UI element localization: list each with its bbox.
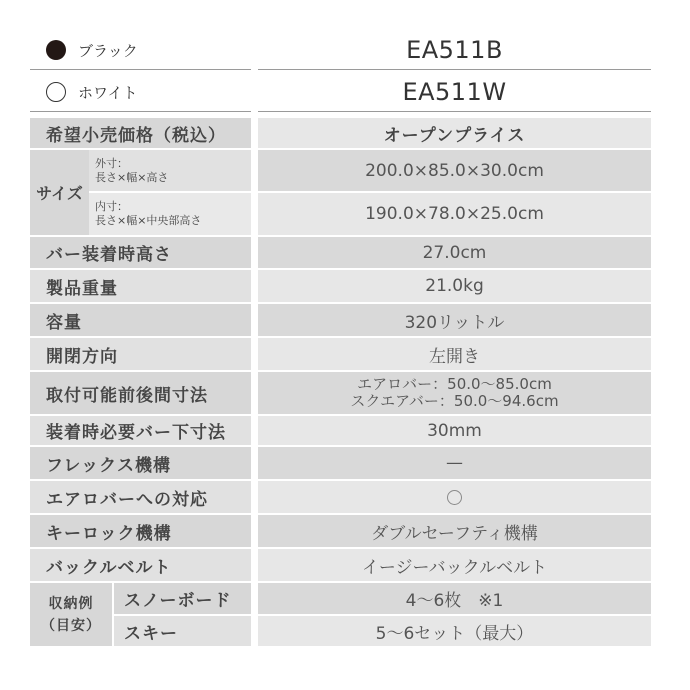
required-bar-value: 30mm [258, 416, 651, 445]
variant-white-row [30, 73, 251, 112]
black-color-swatch [46, 40, 66, 60]
key-lock-label: キーロック機構 [30, 515, 251, 547]
storage-label [30, 583, 112, 646]
size-inner-value: 190.0×78.0×25.0cm [258, 193, 651, 235]
size-outer-label-line1: 外寸： [95, 156, 128, 170]
size-inner-label [89, 193, 251, 235]
supported-circle-icon [447, 490, 462, 505]
mount-span-aero: エアロバー：50.0〜85.0cm [357, 375, 552, 393]
flex-label: フレックス機構 [30, 447, 251, 479]
opening-label: 開閉方向 [30, 338, 251, 370]
bar-height-label: バー装着時高さ [30, 237, 251, 268]
mount-span-value [258, 372, 651, 414]
price-value: オープンプライス [258, 118, 651, 148]
aero-bar-label: エアロバーへの対応 [30, 481, 251, 513]
size-outer-label-line2: 長さ×幅×高さ [95, 170, 169, 184]
size-inner-label-line1: 内寸： [95, 200, 128, 213]
mount-span-label: 取付可能前後間寸法 [30, 372, 251, 414]
aero-bar-value [258, 481, 651, 513]
variant-white-label: ホワイト [78, 83, 138, 102]
opening-value: 左開き [258, 338, 651, 370]
flex-value: — [258, 447, 651, 479]
weight-value: 21.0kg [258, 270, 651, 302]
storage-label-line2: （目安） [41, 617, 101, 634]
size-label: サイズ [30, 150, 89, 235]
size-outer-label [89, 150, 251, 191]
storage-ski-label: スキー [114, 616, 251, 646]
storage-ski-value: 5〜6セット（最大） [258, 616, 651, 646]
capacity-value: 320リットル [258, 304, 651, 336]
required-bar-label: 装着時必要バー下寸法 [30, 416, 251, 445]
model-black: EA511B [258, 31, 651, 70]
size-inner-label-line2: 長さ×幅×中央部高さ [95, 214, 202, 227]
bar-height-value: 27.0cm [258, 237, 651, 268]
variant-black-label: ブラック [78, 41, 138, 60]
buckle-value: イージーバックルベルト [258, 549, 651, 581]
weight-label: 製品重量 [30, 270, 251, 302]
storage-snowboard-label: スノーボード [114, 583, 251, 614]
size-outer-value: 200.0×85.0×30.0cm [258, 150, 651, 191]
price-label: 希望小売価格（税込） [30, 118, 251, 148]
buckle-label: バックルベルト [30, 549, 251, 581]
storage-snowboard-value: 4〜6枚 ※1 [258, 583, 651, 614]
variant-black-row [30, 31, 251, 70]
white-color-swatch [46, 82, 66, 102]
key-lock-value: ダブルセーフティ機構 [258, 515, 651, 547]
capacity-label: 容量 [30, 304, 251, 336]
mount-span-square: スクエアバー：50.0〜94.6cm [350, 392, 559, 410]
model-white: EA511W [258, 73, 651, 112]
storage-label-line1: 収納例 [48, 595, 94, 612]
